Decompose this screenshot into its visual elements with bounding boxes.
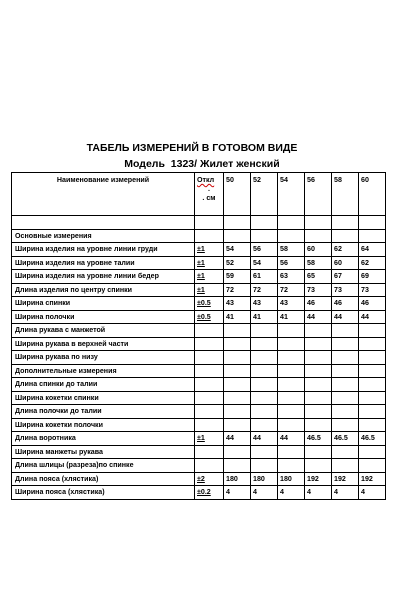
size-value-60: 46.5 bbox=[359, 432, 386, 446]
measurement-name: Ширина кокетки полочки bbox=[12, 418, 195, 432]
size-value-60 bbox=[359, 378, 386, 392]
measurement-name: Ширина рукава в верхней части bbox=[12, 337, 195, 351]
size-header-54: 54 bbox=[278, 173, 305, 216]
size-value-52: 4 bbox=[251, 486, 278, 500]
size-value-60 bbox=[359, 405, 386, 419]
size-value-50: 52 bbox=[224, 256, 251, 270]
tolerance-cell bbox=[195, 432, 224, 446]
tolerance-cell bbox=[195, 283, 224, 297]
size-value-58 bbox=[332, 405, 359, 419]
size-value-50 bbox=[224, 324, 251, 338]
size-value-54 bbox=[278, 405, 305, 419]
size-value-52: 56 bbox=[251, 243, 278, 257]
table-row bbox=[12, 432, 386, 446]
size-value-50: 43 bbox=[224, 297, 251, 311]
size-value-60 bbox=[359, 364, 386, 378]
measurement-table bbox=[11, 172, 386, 500]
size-value-54 bbox=[278, 378, 305, 392]
size-value-56: 58 bbox=[305, 256, 332, 270]
table-row bbox=[12, 216, 386, 230]
tolerance-cell bbox=[195, 310, 224, 324]
table-row bbox=[12, 351, 386, 365]
tolerance-header-dot: . bbox=[208, 185, 210, 193]
tolerance-value: ±0.2 bbox=[197, 488, 211, 497]
name-column-header: Наименование измерений bbox=[12, 173, 195, 216]
size-value-52 bbox=[251, 351, 278, 365]
size-value-54: 43 bbox=[278, 297, 305, 311]
size-value-52 bbox=[251, 391, 278, 405]
size-value-52 bbox=[251, 337, 278, 351]
tolerance-cell bbox=[195, 418, 224, 432]
table-row bbox=[12, 486, 386, 500]
size-value-58: 62 bbox=[332, 243, 359, 257]
tolerance-cell bbox=[195, 405, 224, 419]
size-value-50 bbox=[224, 351, 251, 365]
size-value-60 bbox=[359, 459, 386, 473]
page-title: ТАБЕЛЬ ИЗМЕРЕНИЙ В ГОТОВОМ ВИДЕ bbox=[86, 142, 298, 154]
size-value-60: 64 bbox=[359, 243, 386, 257]
measurement-name: Длина пояса (хлястика) bbox=[12, 472, 195, 486]
size-value-60 bbox=[359, 229, 386, 243]
size-value-56 bbox=[305, 459, 332, 473]
size-header-58: 58 bbox=[332, 173, 359, 216]
size-value-52 bbox=[251, 229, 278, 243]
size-value-50 bbox=[224, 378, 251, 392]
tolerance-cell bbox=[195, 216, 224, 230]
tolerance-cell bbox=[195, 270, 224, 284]
size-value-50 bbox=[224, 459, 251, 473]
table-row bbox=[12, 405, 386, 419]
table-row bbox=[12, 243, 386, 257]
size-value-52: 44 bbox=[251, 432, 278, 446]
size-value-54 bbox=[278, 391, 305, 405]
size-value-54: 56 bbox=[278, 256, 305, 270]
size-value-52 bbox=[251, 418, 278, 432]
size-value-54 bbox=[278, 445, 305, 459]
tolerance-cell bbox=[195, 378, 224, 392]
size-value-58 bbox=[332, 391, 359, 405]
tolerance-cell bbox=[195, 472, 224, 486]
size-value-52: 61 bbox=[251, 270, 278, 284]
size-value-50: 54 bbox=[224, 243, 251, 257]
measurement-name bbox=[12, 216, 195, 230]
size-value-50 bbox=[224, 364, 251, 378]
size-value-56 bbox=[305, 391, 332, 405]
size-value-58 bbox=[332, 378, 359, 392]
size-value-58 bbox=[332, 229, 359, 243]
size-value-58: 67 bbox=[332, 270, 359, 284]
size-value-58: 192 bbox=[332, 472, 359, 486]
measurement-name: Ширина пояса (хлястика) bbox=[12, 486, 195, 500]
size-value-58: 46 bbox=[332, 297, 359, 311]
table-row bbox=[12, 283, 386, 297]
tolerance-cell bbox=[195, 243, 224, 257]
size-value-54 bbox=[278, 337, 305, 351]
size-value-52 bbox=[251, 459, 278, 473]
size-value-54 bbox=[278, 324, 305, 338]
size-value-52 bbox=[251, 324, 278, 338]
measurement-name: Ширина изделия на уровне талии bbox=[12, 256, 195, 270]
table-row bbox=[12, 445, 386, 459]
size-value-54: 72 bbox=[278, 283, 305, 297]
table-row bbox=[12, 378, 386, 392]
size-header-60: 60 bbox=[359, 173, 386, 216]
size-value-54: 180 bbox=[278, 472, 305, 486]
size-value-50: 72 bbox=[224, 283, 251, 297]
size-value-58 bbox=[332, 445, 359, 459]
tolerance-cell bbox=[195, 486, 224, 500]
tolerance-cell bbox=[195, 229, 224, 243]
measurement-name: Ширина полочки bbox=[12, 310, 195, 324]
table-row bbox=[12, 310, 386, 324]
size-value-54: 4 bbox=[278, 486, 305, 500]
size-value-50 bbox=[224, 418, 251, 432]
size-value-50: 59 bbox=[224, 270, 251, 284]
size-value-56: 73 bbox=[305, 283, 332, 297]
measurement-name: Ширина изделия на уровне линии бедер bbox=[12, 270, 195, 284]
size-value-58 bbox=[332, 324, 359, 338]
size-value-54 bbox=[278, 216, 305, 230]
size-value-56 bbox=[305, 229, 332, 243]
size-value-56 bbox=[305, 324, 332, 338]
size-value-56 bbox=[305, 378, 332, 392]
size-value-54 bbox=[278, 418, 305, 432]
measurement-name: Основные измерения bbox=[12, 229, 195, 243]
tolerance-value: ±2 bbox=[197, 474, 205, 483]
size-value-60: 44 bbox=[359, 310, 386, 324]
size-value-56 bbox=[305, 445, 332, 459]
size-value-58 bbox=[332, 418, 359, 432]
size-value-50: 44 bbox=[224, 432, 251, 446]
size-value-52: 72 bbox=[251, 283, 278, 297]
size-value-58: 44 bbox=[332, 310, 359, 324]
size-value-56: 60 bbox=[305, 243, 332, 257]
measurement-name: Ширина изделия на уровне линии груди bbox=[12, 243, 195, 257]
size-value-56 bbox=[305, 216, 332, 230]
size-header-50: 50 bbox=[224, 173, 251, 216]
table-row bbox=[12, 418, 386, 432]
table-row bbox=[12, 229, 386, 243]
size-value-54 bbox=[278, 229, 305, 243]
measurement-name: Длина шлицы (разреза)по спинке bbox=[12, 459, 195, 473]
tolerance-column-header bbox=[195, 173, 224, 216]
tolerance-value: ±0.5 bbox=[197, 299, 211, 308]
size-value-54 bbox=[278, 459, 305, 473]
size-value-52: 54 bbox=[251, 256, 278, 270]
size-value-60: 73 bbox=[359, 283, 386, 297]
size-value-58 bbox=[332, 351, 359, 365]
size-value-60 bbox=[359, 445, 386, 459]
table-row bbox=[12, 459, 386, 473]
size-value-52 bbox=[251, 216, 278, 230]
size-value-50: 4 bbox=[224, 486, 251, 500]
size-value-58 bbox=[332, 459, 359, 473]
size-value-50: 41 bbox=[224, 310, 251, 324]
size-value-52 bbox=[251, 364, 278, 378]
measurement-name: Длина спинки до талии bbox=[12, 378, 195, 392]
measurement-name: Ширина манжеты рукава bbox=[12, 445, 195, 459]
size-value-56 bbox=[305, 364, 332, 378]
tolerance-cell bbox=[195, 391, 224, 405]
tolerance-cell bbox=[195, 445, 224, 459]
size-value-60: 192 bbox=[359, 472, 386, 486]
size-value-56: 46 bbox=[305, 297, 332, 311]
size-value-60 bbox=[359, 337, 386, 351]
size-value-52: 180 bbox=[251, 472, 278, 486]
tolerance-value: ±1 bbox=[197, 272, 205, 281]
table-row bbox=[12, 364, 386, 378]
size-value-54 bbox=[278, 351, 305, 365]
size-value-60: 62 bbox=[359, 256, 386, 270]
size-value-56: 46.5 bbox=[305, 432, 332, 446]
measurement-name: Длина полочки до талии bbox=[12, 405, 195, 419]
table-row bbox=[12, 270, 386, 284]
size-value-58: 60 bbox=[332, 256, 359, 270]
size-value-58: 46.5 bbox=[332, 432, 359, 446]
size-value-60 bbox=[359, 351, 386, 365]
size-value-50 bbox=[224, 229, 251, 243]
size-value-52: 43 bbox=[251, 297, 278, 311]
size-value-50 bbox=[224, 445, 251, 459]
size-value-56 bbox=[305, 405, 332, 419]
table-header-row bbox=[12, 173, 386, 216]
size-value-54: 44 bbox=[278, 432, 305, 446]
size-value-56 bbox=[305, 337, 332, 351]
size-value-58: 4 bbox=[332, 486, 359, 500]
size-value-60: 46 bbox=[359, 297, 386, 311]
tolerance-value: ±1 bbox=[197, 434, 205, 443]
tolerance-value: ±1 bbox=[197, 245, 205, 254]
measurement-name: Длина рукава с манжетой bbox=[12, 324, 195, 338]
tolerance-value: ±1 bbox=[197, 285, 205, 294]
size-value-58 bbox=[332, 337, 359, 351]
tolerance-cell bbox=[195, 459, 224, 473]
tolerance-cell bbox=[195, 337, 224, 351]
size-value-54: 41 bbox=[278, 310, 305, 324]
tolerance-header-label: Откл bbox=[197, 176, 215, 184]
table-row bbox=[12, 472, 386, 486]
size-value-56: 44 bbox=[305, 310, 332, 324]
model-subtitle: Модель 1323/ Жилет женский bbox=[124, 158, 280, 170]
size-value-60 bbox=[359, 391, 386, 405]
size-value-58 bbox=[332, 364, 359, 378]
tolerance-cell bbox=[195, 297, 224, 311]
size-value-58 bbox=[332, 216, 359, 230]
tolerance-value: ±0.5 bbox=[197, 312, 211, 321]
size-value-56: 65 bbox=[305, 270, 332, 284]
size-value-60 bbox=[359, 418, 386, 432]
tolerance-cell bbox=[195, 256, 224, 270]
table-row bbox=[12, 337, 386, 351]
size-value-56 bbox=[305, 351, 332, 365]
size-value-54: 63 bbox=[278, 270, 305, 284]
size-value-56 bbox=[305, 418, 332, 432]
size-value-50 bbox=[224, 391, 251, 405]
size-value-60 bbox=[359, 216, 386, 230]
size-value-60: 69 bbox=[359, 270, 386, 284]
size-value-50 bbox=[224, 216, 251, 230]
size-value-54 bbox=[278, 364, 305, 378]
measurement-name: Ширина спинки bbox=[12, 297, 195, 311]
tolerance-cell bbox=[195, 324, 224, 338]
size-value-56: 192 bbox=[305, 472, 332, 486]
size-value-52 bbox=[251, 445, 278, 459]
size-value-52: 41 bbox=[251, 310, 278, 324]
tolerance-value: ±1 bbox=[197, 258, 205, 267]
size-header-52: 52 bbox=[251, 173, 278, 216]
tolerance-header-unit: . см bbox=[202, 194, 216, 202]
size-value-54: 58 bbox=[278, 243, 305, 257]
measurement-name: Ширина рукава по низу bbox=[12, 351, 195, 365]
table-row bbox=[12, 391, 386, 405]
size-value-58: 73 bbox=[332, 283, 359, 297]
tolerance-cell bbox=[195, 364, 224, 378]
size-value-56: 4 bbox=[305, 486, 332, 500]
size-value-60: 4 bbox=[359, 486, 386, 500]
size-value-50 bbox=[224, 405, 251, 419]
size-value-60 bbox=[359, 324, 386, 338]
table-row bbox=[12, 256, 386, 270]
measurement-name: Длина изделия по центру спинки bbox=[12, 283, 195, 297]
measurement-name: Длина воротника bbox=[12, 432, 195, 446]
size-value-52 bbox=[251, 378, 278, 392]
tolerance-cell bbox=[195, 351, 224, 365]
table-row bbox=[12, 297, 386, 311]
size-header-56: 56 bbox=[305, 173, 332, 216]
measurement-name: Ширина кокетки спинки bbox=[12, 391, 195, 405]
measurement-name: Дополнительные измерения bbox=[12, 364, 195, 378]
table-row bbox=[12, 324, 386, 338]
size-value-50 bbox=[224, 337, 251, 351]
size-value-52 bbox=[251, 405, 278, 419]
size-value-50: 180 bbox=[224, 472, 251, 486]
